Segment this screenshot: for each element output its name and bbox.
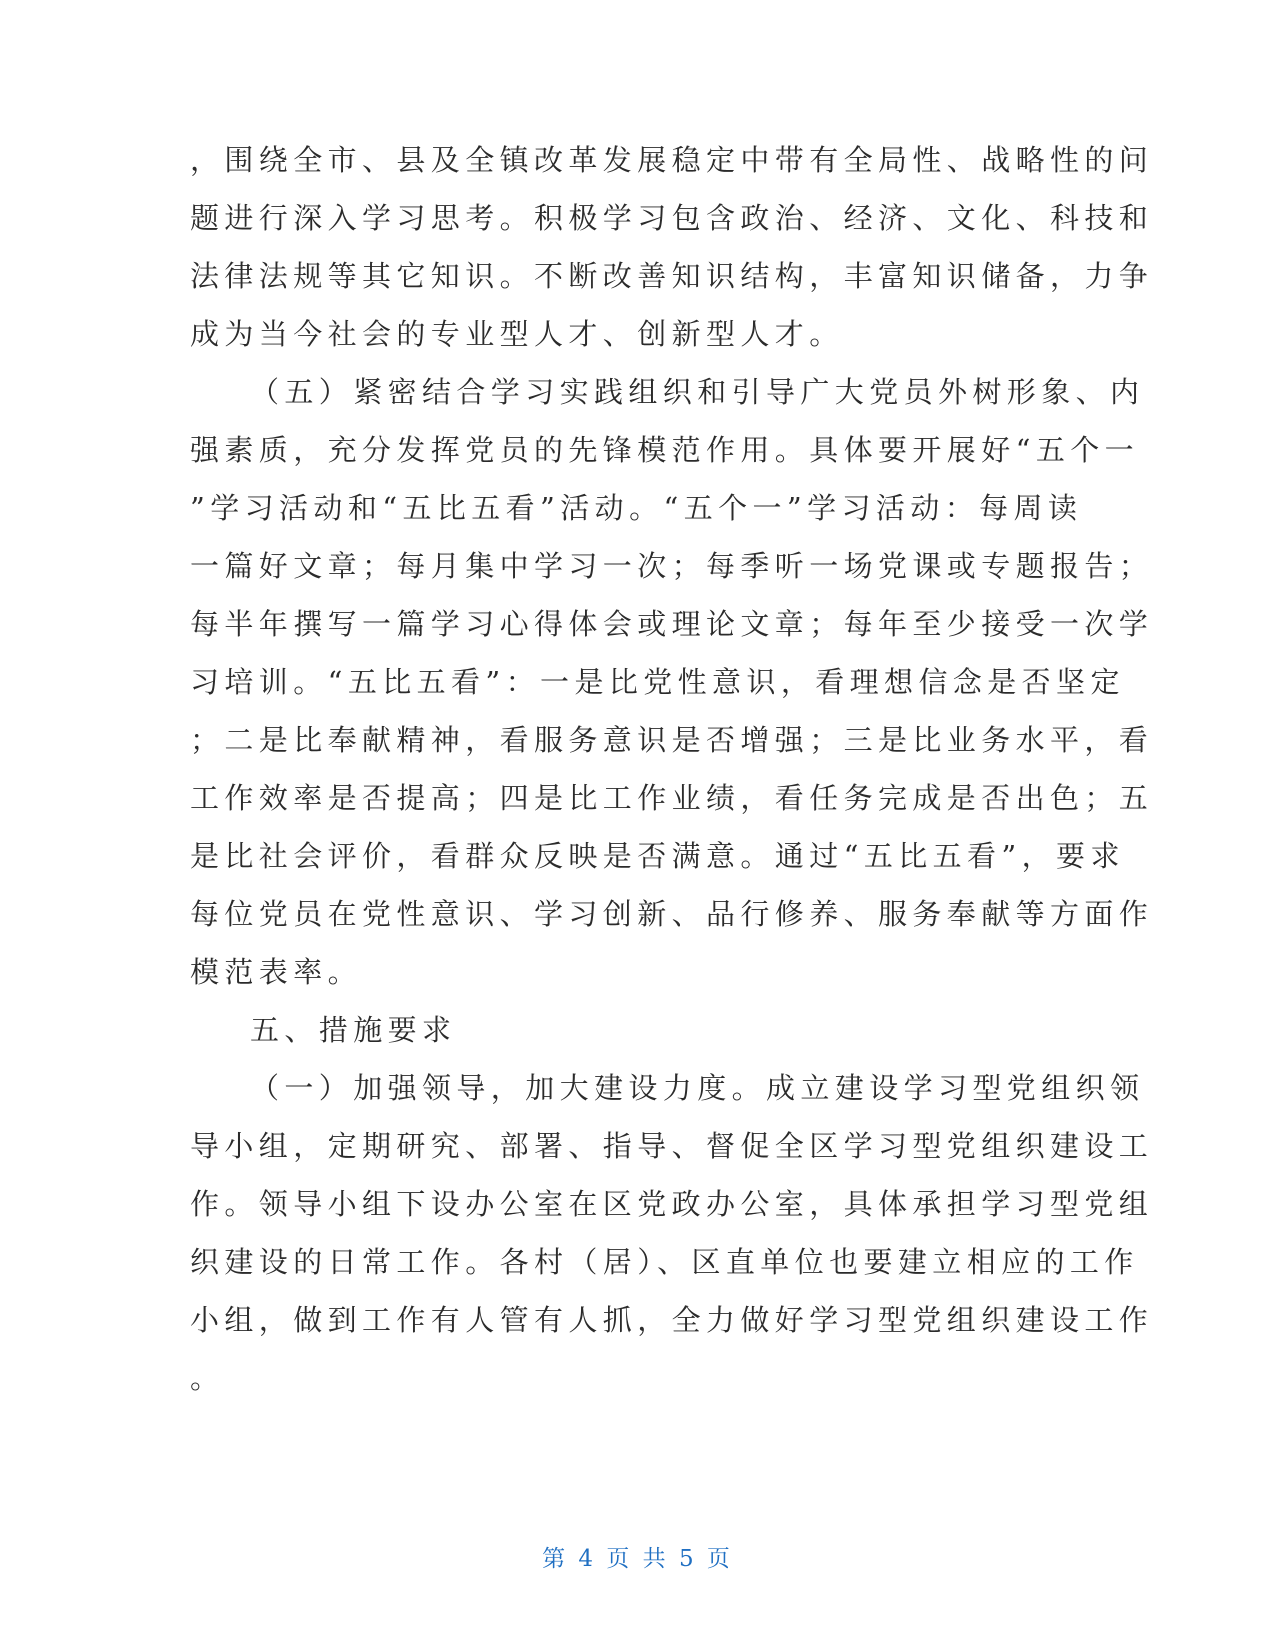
text-line: 每半年撰写一篇学习心得体会或理论文章；每年至少接受一次学 [190,607,1154,641]
text-line: 是比社会评价，看群众反映是否满意。通过“五比五看”，要求 [190,839,1125,873]
text-line: ，围绕全市、县及全镇改革发展稳定中带有全局性、战略性的问 [190,143,1154,177]
text-line: 导小组，定期研究、部署、指导、督促全区学习型党组织建设工 [190,1129,1154,1163]
text-line: 一篇好文章；每月集中学习一次；每季听一场党课或专题报告； [190,549,1154,583]
text-line: 强素质，充分发挥党员的先锋模范作用。具体要开展好“五个一 [190,433,1140,467]
section-heading: 五、措施要求 [250,1013,457,1047]
paragraph-start-line: （五）紧密结合学习实践组织和引导广大党员外树形象、内 [250,375,1145,409]
text-line: 作。领导小组下设办公室在区党政办公室，具体承担学习型党组 [190,1187,1154,1221]
page-number-label: 第 4 页 共 5 页 [542,1546,733,1572]
text-line: ；二是比奉献精神，看服务意识是否增强；三是比业务水平，看 [190,723,1154,757]
text-line: 习培训。“五比五看”：一是比党性意识，看理想信念是否坚定 [190,665,1125,699]
text-line: 模范表率。 [190,955,363,989]
text-line: 小组，做到工作有人管有人抓，全力做好学习型党组织建设工作 [190,1303,1154,1337]
text-line: 法律法规等其它知识。不断改善知识结构，丰富知识储备，力争 [190,259,1154,293]
paragraph-start-line: （一）加强领导，加大建设力度。成立建设学习型党组织领 [250,1071,1145,1105]
text-line: 成为当今社会的专业型人才、创新型人才。 [190,317,844,351]
page-number-footer [0,1544,1275,1574]
text-line: ”学习活动和“五比五看”活动。“五个一”学习活动：每周读 [190,491,1083,525]
text-line: 织建设的日常工作。各村（居）、区直单位也要建立相应的工作 [190,1245,1139,1279]
text-line: 。 [190,1361,225,1395]
text-line: 工作效率是否提高；四是比工作业绩，看任务完成是否出色；五 [190,781,1154,815]
text-line: 题进行深入学习思考。积极学习包含政治、经济、文化、科技和 [190,201,1154,235]
text-line: 每位党员在党性意识、学习创新、品行修养、服务奉献等方面作 [190,897,1154,931]
